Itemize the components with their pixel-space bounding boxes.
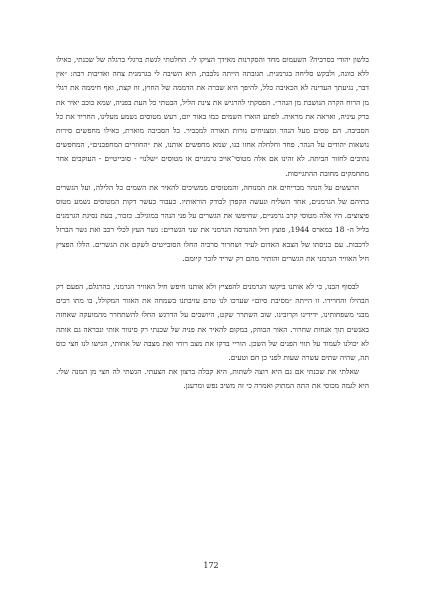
paragraph-4: שאלתי את שכנתי אם גם היא רוצה לשתות, היא קבלה ברצון את הצעתי. הגשתי לה חצי מן המנה שלי. היא לגמה מכוסי את התה המתוק ואמרה כי זה משיב נפש ומרענן. bbox=[56, 367, 369, 391]
paragraph-2: הרעשים על הנהר מבריחים את המנוחה, והמטוסים ממשיכים להאיר את השמים כל הלילה, ועל הגשרים בתיהם של הגרמנים, אחד השליח ונעשה הקפדן לבודק הוראותיו. כעבור כעשר דקות המטוסים נשמע מטוס פיצוצים. היו אלה מטוסי קרב גרמניים, שחיפשו את הגשרים על פני הנהר במוגילב. כזכור, בעת נסיגת הגרמנים בליל ה- 18 במארס 1944, פוצץ חיל ההנדסה הגרמני את שני הגשרים: גשר העץ לכלי רכב ואת גשר הברזל לרכבות. עם כניסתו של הצבא האדום לעיר ושחרור סרביה החלו הסובייטים לשקם את הגשרים. הללו הפציץ חיל האוויר הגרמני את הגשרים והותיר מהם רק שריד לזכר קיומם. bbox=[56, 182, 369, 263]
paragraph-3: לבסוף הבנו, כי לא אותנו ביקשו הגרמנים להפציץ ולא אותנו חיפש חיל האוויר הגרמני, כהרגלם, הפעם רק הבהילו והחרידו. זו הייתה ״מסיבת סיום״ שערכו לנו טרם עזיבתנו בשמחה את האזור המקולל, בו מתו רבים מבני משפחותינו, ידידינו וקרובינו. שוב השתרר שקט, היושבים על הדרגש החלו להשתחרר מהמועקה שאחזה באנשים תוך אנחות שחרור. האור הבוהק, במקום להאיר את פניה של שכנתי רק סינוור אותי ונכראה גם אותה לא יכולנו לעמוד על תווי הפנים של השכן. הוריי בדקו את מצב רוחי ואת מצבה של אחותי, הגישו לנו חצי כוס תה, שהיה שתים עשרה שעות לפני כן חם וטעים. bbox=[56, 282, 369, 363]
page-number: 172 bbox=[203, 561, 219, 570]
body-text bbox=[56, 53, 369, 394]
paragraph-1: בלשון יהודי בסרביה? השעמום מחד והסקרנות מאידך הציקו לי. החלטתי לגשת ברגלי ברגלה של שכנתי, כאילו ללא כוונה, ולבקש סליחה בגרמנית. תגובתה הייתה נלבבת, היא השיבה לי בגרמנית צחה ואדיבות רבה: ״אין דבר, נגיעתך העדינה לא הכאיבה כלל, להיפך היא שברה את הדממה של החוץ, זוז קצת, ואף חיממה את רגלי מן הרוח הקרה הנושבת מן הנהר״. הפסקתי להרגיש את צינת הליל, הבטתי כל העת בפניה, שמא כוכב יאיר את ברק עיניה, ואראה את מראיה. לפתע הוארו השמים כמו באור יום, רעש מטוסים נשמע מעלינו, החריד את כל הסביבה. הם טסים מעל הנהר ומצניחים נורות תאורה למכביר. כל הסביבה מוארת, כאילו מחפשים סירות נושאות יהודים על הנהר. פחד וחלחלה אחזו בנו, שמא מחפשים אותנו, את ״החוזרים המחפכנים״, המחפשים נתיבים לחזור הביתה. לא זהינו אם אלה מטוסי־אויב גרמניים או מטוסים ״שלנו״ - סובייטיים - העוקבים אחר מתחמקים מחובת ההתגייסות. bbox=[56, 55, 369, 178]
